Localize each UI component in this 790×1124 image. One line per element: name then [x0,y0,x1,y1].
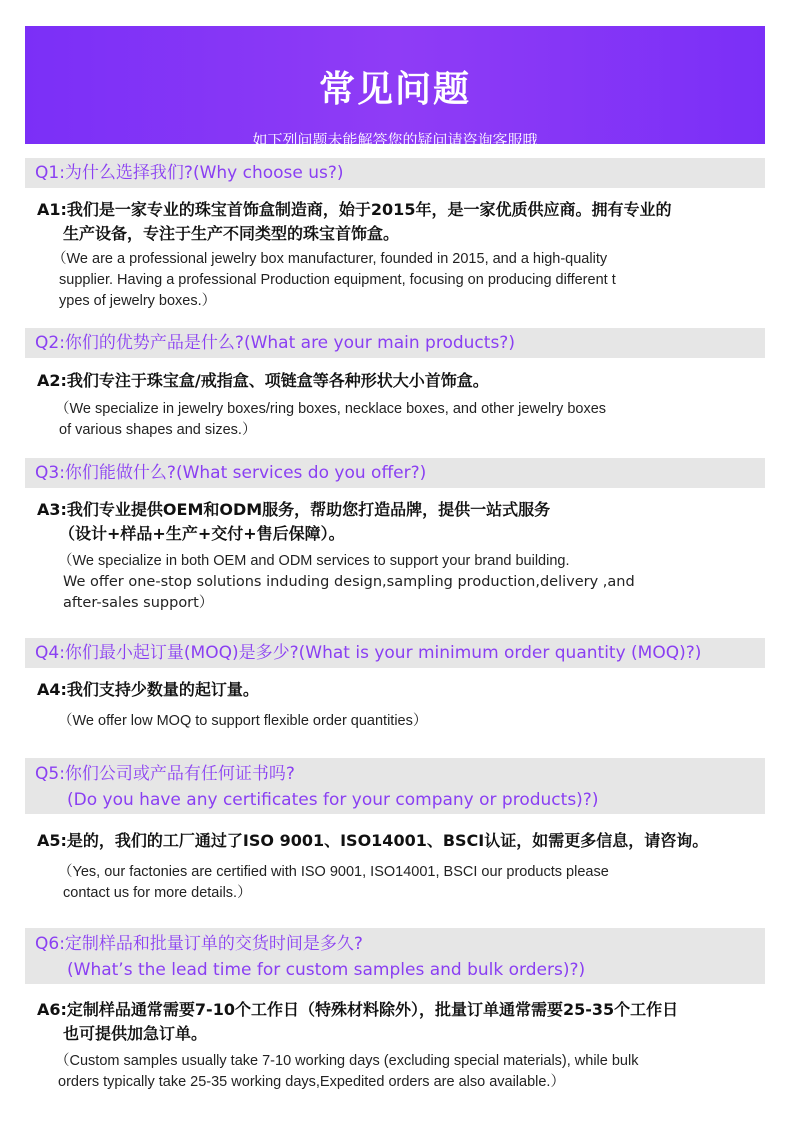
faq-answer-1 [37,198,757,246]
question-text: Q3:你们能做什么?(What services do you offer?) [35,463,427,483]
faq-question-2 [25,328,765,358]
faq-answer-6-english [55,1051,755,1093]
answer-text-line: A3:我们专业提供OEM和ODM服务，帮助您打造品牌，提供一站式服务 [37,500,551,519]
question-text: Q6:定制样品和批量订单的交货时间是多久? [35,934,363,954]
question-text: Q4:你们最小起订量(MOQ)是多少?(What is your minimum order quantity (MOQ)?) [35,643,702,663]
faq-answer-2 [37,369,757,393]
faq-answer-3-english [58,551,738,614]
answer-en-line: We offer one-stop solutions induding design,sampling production,delivery ,and [63,574,635,590]
answer-en-line: ypes of jewelry boxes.） [59,293,217,309]
answer-text-line: A2:我们专注于珠宝盒/戒指盒、项链盒等各种形状大小首饰盒。 [37,371,489,390]
answer-text-line: A1:我们是一家专业的珠宝首饰盒制造商，始于2015年，是一家优质供应商。拥有专业的 [37,200,672,219]
faq-question-3 [25,458,765,488]
answer-en-line: （We offer low MOQ to support flexible order quantities） [58,713,428,729]
faq-answer-2-english [55,399,735,441]
faq-answer-6 [37,998,757,1046]
question-text: Q1:为什么选择我们?(Why choose us?) [35,163,344,183]
answer-en-line: （We are a professional jewelry box manufacturer, founded in 2015, and a high-quality [52,251,608,267]
question-text-english: (Do you have any certificates for your company or products)?) [67,790,599,810]
faq-answer-5 [37,829,757,853]
faq-answer-5-english [58,862,738,904]
answer-en-line: （Yes, our factonies are certified with ISO 9001, ISO14001, BSCI our products please [58,864,609,880]
answer-text-line: A4:我们支持少数量的起订量。 [37,680,259,699]
faq-header-banner [25,26,765,149]
faq-question-1 [25,158,765,188]
answer-en-line: （Custom samples usually take 7-10 working days (excluding special materials), while bulk [55,1053,639,1069]
question-text: Q2:你们的优势产品是什么?(What are your main products?) [35,333,515,353]
page-title: 常见问题 [318,69,471,110]
faq-answer-3 [37,498,757,546]
faq-answer-1-english [52,249,732,312]
answer-text-line: （设计+样品+生产+交付+售后保障）。 [59,524,345,543]
faq-question-6 [25,928,765,984]
faq-question-4 [25,638,765,668]
page-subtitle: 如下列问题未能解答您的疑问请咨询客服哦 [252,131,538,149]
answer-en-line: of various shapes and sizes.） [59,422,257,438]
answer-text-line: 生产设备，专注于生产不同类型的珠宝首饰盒。 [63,224,400,243]
answer-text-line: A6:定制样品通常需要7-10个工作日（特殊材料除外），批量订单通常需要25-35个工作日 [37,1000,679,1019]
faq-answer-4-english [58,711,738,732]
answer-en-line: after-sales support） [63,595,214,611]
question-text: Q5:你们公司或产品有任何证书吗? [35,764,295,784]
answer-en-line: （We specialize in both OEM and ODM services to support your brand building. [58,553,570,569]
answer-en-line: （We specialize in jewelry boxes/ring boxes, necklace boxes, and other jewelry boxes [55,401,607,417]
answer-en-line: supplier. Having a professional Production equipment, focusing on producing different t [59,272,616,288]
faq-question-5 [25,758,765,814]
answer-en-line: orders typically take 25-35 working days,Expedited orders are also available.） [58,1074,565,1090]
answer-en-line: contact us for more details.） [63,885,252,901]
faq-answer-4 [37,678,757,702]
answer-text-line: A5:是的，我们的工厂通过了ISO 9001、ISO14001、BSCI认证，如需更多信息，请咨询。 [37,831,709,850]
question-text-english: (What’s the lead time for custom samples and bulk orders)?) [67,960,586,980]
answer-text-line: 也可提供加急订单。 [63,1024,208,1043]
